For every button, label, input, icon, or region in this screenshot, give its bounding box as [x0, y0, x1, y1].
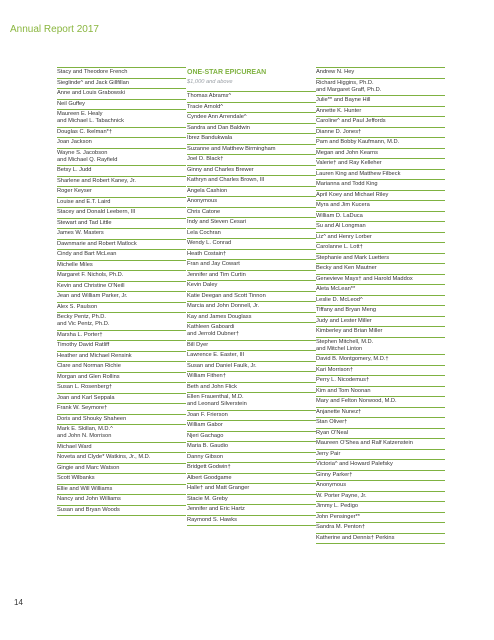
donor-name: William D. LaDuca	[316, 212, 445, 223]
donor-name: Judy and Lester Miller	[316, 317, 445, 328]
donor-name: April Koey and Michael Riley	[316, 191, 445, 202]
donor-name: Leslie D. McLeod^	[316, 296, 445, 307]
donor-name: Chris Catone	[187, 208, 316, 219]
donor-column-1	[57, 67, 186, 516]
donor-name: Maureen O'Shea and Ralf Katzenstein	[316, 439, 445, 450]
donor-name: Indy and Steven Cesari	[187, 218, 316, 229]
donor-name: Carolanne L. Lott†	[316, 243, 445, 254]
donor-column-3	[316, 67, 445, 544]
donor-name: Julie** and Bayne Hill	[316, 96, 445, 107]
donor-name: Stacy and Theodore French	[57, 67, 186, 79]
donor-name: Alex S. Paulson	[57, 303, 186, 314]
donor-name: Kevin Daley	[187, 281, 316, 292]
donor-name: Bridgett Godwin†	[187, 463, 316, 474]
donor-name: Njeri Gachago	[187, 432, 316, 443]
donor-name: Roger Keyser	[57, 187, 186, 198]
donor-name: Danny Gibson	[187, 453, 316, 464]
donor-name: Ginny and Charles Brewer	[187, 166, 316, 177]
donor-name: Jennifer and Eric Hartz	[187, 505, 316, 516]
donor-name: Kim and Tom Noonan	[316, 387, 445, 398]
donor-name: Stacie M. Greby	[187, 495, 316, 506]
donor-name: Suzanne and Matthew Birmingham	[187, 145, 316, 156]
donor-name: Halle† and Matt Granger	[187, 484, 316, 495]
donor-name: Wayne S. Jacobson and Michael Q. Rayfield	[57, 149, 186, 167]
donor-name: James W. Masters	[57, 229, 186, 240]
donor-name: Raymond S. Hawks	[187, 516, 316, 527]
donor-name: Su and Al Longman	[316, 222, 445, 233]
donor-column-2	[187, 67, 316, 526]
donor-name: Anonymous	[187, 197, 316, 208]
donor-list	[187, 91, 316, 526]
donor-name: Kathryn and Charles Brown, III	[187, 176, 316, 187]
donor-name: Mark E. Skillan, M.D.^ and John N. Morrison	[57, 425, 186, 443]
donor-name: Susan and Bryan Woods	[57, 506, 186, 517]
donor-name: Kay and James Douglass	[187, 313, 316, 324]
donor-name: Joan Jackson	[57, 138, 186, 149]
donor-name: Scott Wilbanks	[57, 474, 186, 485]
donor-name: Myra and Jim Kucera	[316, 201, 445, 212]
donor-name: Becky and Ken Mautner	[316, 264, 445, 275]
donor-name: Genevieve Mays† and Harold Maddox	[316, 275, 445, 286]
donor-name: Ellen Frauenthal, M.D. and Leonard Silverstein	[187, 393, 316, 411]
donor-name: Joan F. Frierson	[187, 411, 316, 422]
donor-name: Kimberley and Brian Miller	[316, 327, 445, 338]
donor-name: Caroline^ and Paul Jeffords	[316, 117, 445, 128]
donor-name: Albert Goodgame	[187, 474, 316, 485]
donor-name: Betsy L. Judd	[57, 166, 186, 177]
donor-name: Heather and Michael Rensink	[57, 352, 186, 363]
donor-name: Nancy and John Williams	[57, 495, 186, 506]
donor-name: W. Porter Payne, Jr.	[316, 492, 445, 503]
donor-name: David B. Montgomery, M.D.†	[316, 355, 445, 366]
donor-name: Lawrence E. Easter, III	[187, 351, 316, 362]
donor-name: John Pensinger**	[316, 513, 445, 524]
donor-name: Liz^ and Henry Lorber	[316, 233, 445, 244]
donor-name: Joel D. Black†	[187, 155, 316, 166]
donor-name: Wendy L. Conrad	[187, 239, 316, 250]
donor-name: Anonymous	[316, 481, 445, 492]
donor-name: Stewart and Tad Little	[57, 219, 186, 230]
donor-name: Jennifer and Tim Curtin	[187, 271, 316, 282]
donor-name: Sandra and Dan Baldwin	[187, 124, 316, 135]
donor-name: Tracie Arnold^	[187, 103, 316, 114]
donor-name: Michelle Miles	[57, 261, 186, 272]
donor-name: Neil Guffey	[57, 100, 186, 111]
donor-name: Thomas Abrams^	[187, 91, 316, 103]
donor-name: Sieglinde^ and Jack Gillfillan	[57, 79, 186, 90]
donor-name: Timothy David Ratliff	[57, 341, 186, 352]
donor-name: Stephen Mitchell, M.D. and Mitchel Linton	[316, 338, 445, 356]
donor-name: Dianne D. Jones†	[316, 128, 445, 139]
donor-name: Angela Cashion	[187, 187, 316, 198]
donor-name: Andrew N. Hey	[316, 67, 445, 79]
donor-name: Joan and Karl Seppala	[57, 394, 186, 405]
donor-name: Beth and John Flick	[187, 383, 316, 394]
donor-name: Katherine and Dennis† Perkins	[316, 534, 445, 545]
donor-name: William Fithen†	[187, 372, 316, 383]
donor-name: Ginny Parker†	[316, 471, 445, 482]
donor-name: Ryan O'Neal	[316, 429, 445, 440]
donor-name: Stephanie and Mark Luetters	[316, 254, 445, 265]
donor-name: Richard Higgins, Ph.D. and Margaret Graff, Ph.D.	[316, 79, 445, 97]
donor-name: Kevin and Christine O'Neill	[57, 282, 186, 293]
donor-name: Sandra M. Penton†	[316, 523, 445, 534]
donor-name: Anjanette Nunez†	[316, 408, 445, 419]
donor-name: Aleta McLean**	[316, 285, 445, 296]
donor-name: Tiffany and Bryan Meng	[316, 306, 445, 317]
donor-name: Louise and E.T. Laird	[57, 198, 186, 209]
section-title: ONE-STAR EPICUREAN	[187, 69, 267, 76]
donor-name: Doris and Shouky Shaheen	[57, 415, 186, 426]
donor-name: Michael Ward	[57, 443, 186, 454]
donor-name: Maureen E. Healy and Michael L. Tabachnick	[57, 110, 186, 128]
donor-name: Megan and John Kearns	[316, 149, 445, 160]
donor-name: Cyndee Ann Arrendale^	[187, 113, 316, 124]
donor-name: Marsha L. Porter†	[57, 331, 186, 342]
donor-name: Pam and Bobby Kaufmann, M.D.	[316, 138, 445, 149]
donor-name: Margaret F. Nichols, Ph.D.	[57, 271, 186, 282]
donor-name: Valerie† and Ray Kelleher	[316, 159, 445, 170]
donor-name: Marianna and Todd King	[316, 180, 445, 191]
donor-name: Kathleen Gaboardi and Jerrold Dubner†	[187, 323, 316, 341]
donor-name: Susan L. Rosenberg†	[57, 383, 186, 394]
donor-name: Maria B. Gaudio	[187, 442, 316, 453]
donor-name: Perry L. Nicodemus†	[316, 376, 445, 387]
donor-name: William Gabor	[187, 421, 316, 432]
donor-name: Annette K. Hunter	[316, 107, 445, 118]
section-subtitle: $1,000 and above	[187, 79, 233, 85]
donor-name: Cindy and Bart McLean	[57, 250, 186, 261]
donor-name: Morgan and Glen Rollins	[57, 373, 186, 384]
donor-name: Susan and Daniel Faulk, Jr.	[187, 362, 316, 373]
donor-name: Clare and Norman Richie	[57, 362, 186, 373]
donor-name: Lela Cochran	[187, 229, 316, 240]
donor-name: Noveta and Clyde* Watkins, Jr., M.D.	[57, 453, 186, 464]
donor-name: Lauren King and Matthew Filbeck	[316, 170, 445, 181]
donor-name: Dawnmarie and Robert Matlock	[57, 240, 186, 251]
donor-name: Anne and Louis Grabowski	[57, 89, 186, 100]
donor-name: Mary and Felton Norwood, M.D.	[316, 397, 445, 408]
donor-name: Victoria^ and Howard Palefsky	[316, 460, 445, 471]
donor-name: Becky Pentz, Ph.D. and Vic Pentz, Ph.D.	[57, 313, 186, 331]
donor-name: Sharlene and Robert Kaney, Jr.	[57, 177, 186, 188]
donor-name: Bill Dyer	[187, 341, 316, 352]
donor-name: Heath Costain†	[187, 250, 316, 261]
donor-name: Ibrez Bandukwala	[187, 134, 316, 145]
donor-name: Jerry Pair	[316, 450, 445, 461]
donor-name: Jean and William Parker, Jr.	[57, 292, 186, 303]
donor-name: Kari Morrison†	[316, 366, 445, 377]
donor-name: Frank W. Seymore†	[57, 404, 186, 415]
donor-name: Douglas C. Ikelman*†	[57, 128, 186, 139]
donor-name: Marcia and John Donnell, Jr.	[187, 302, 316, 313]
donor-name: Stan Oliver†	[316, 418, 445, 429]
donor-name: Gingie and Marc Watson	[57, 464, 186, 475]
donor-name: Ellie and Will Williams	[57, 485, 186, 496]
donor-name: Katie Deegan and Scott Tinnon	[187, 292, 316, 303]
donor-name: Stacey and Donald Leebern, III	[57, 208, 186, 219]
donor-name: Fran and Jay Cowart	[187, 260, 316, 271]
page-number: 14	[14, 598, 23, 607]
report-title: Annual Report 2017	[10, 24, 99, 35]
donor-name: Jimmy L. Pedigo	[316, 502, 445, 513]
